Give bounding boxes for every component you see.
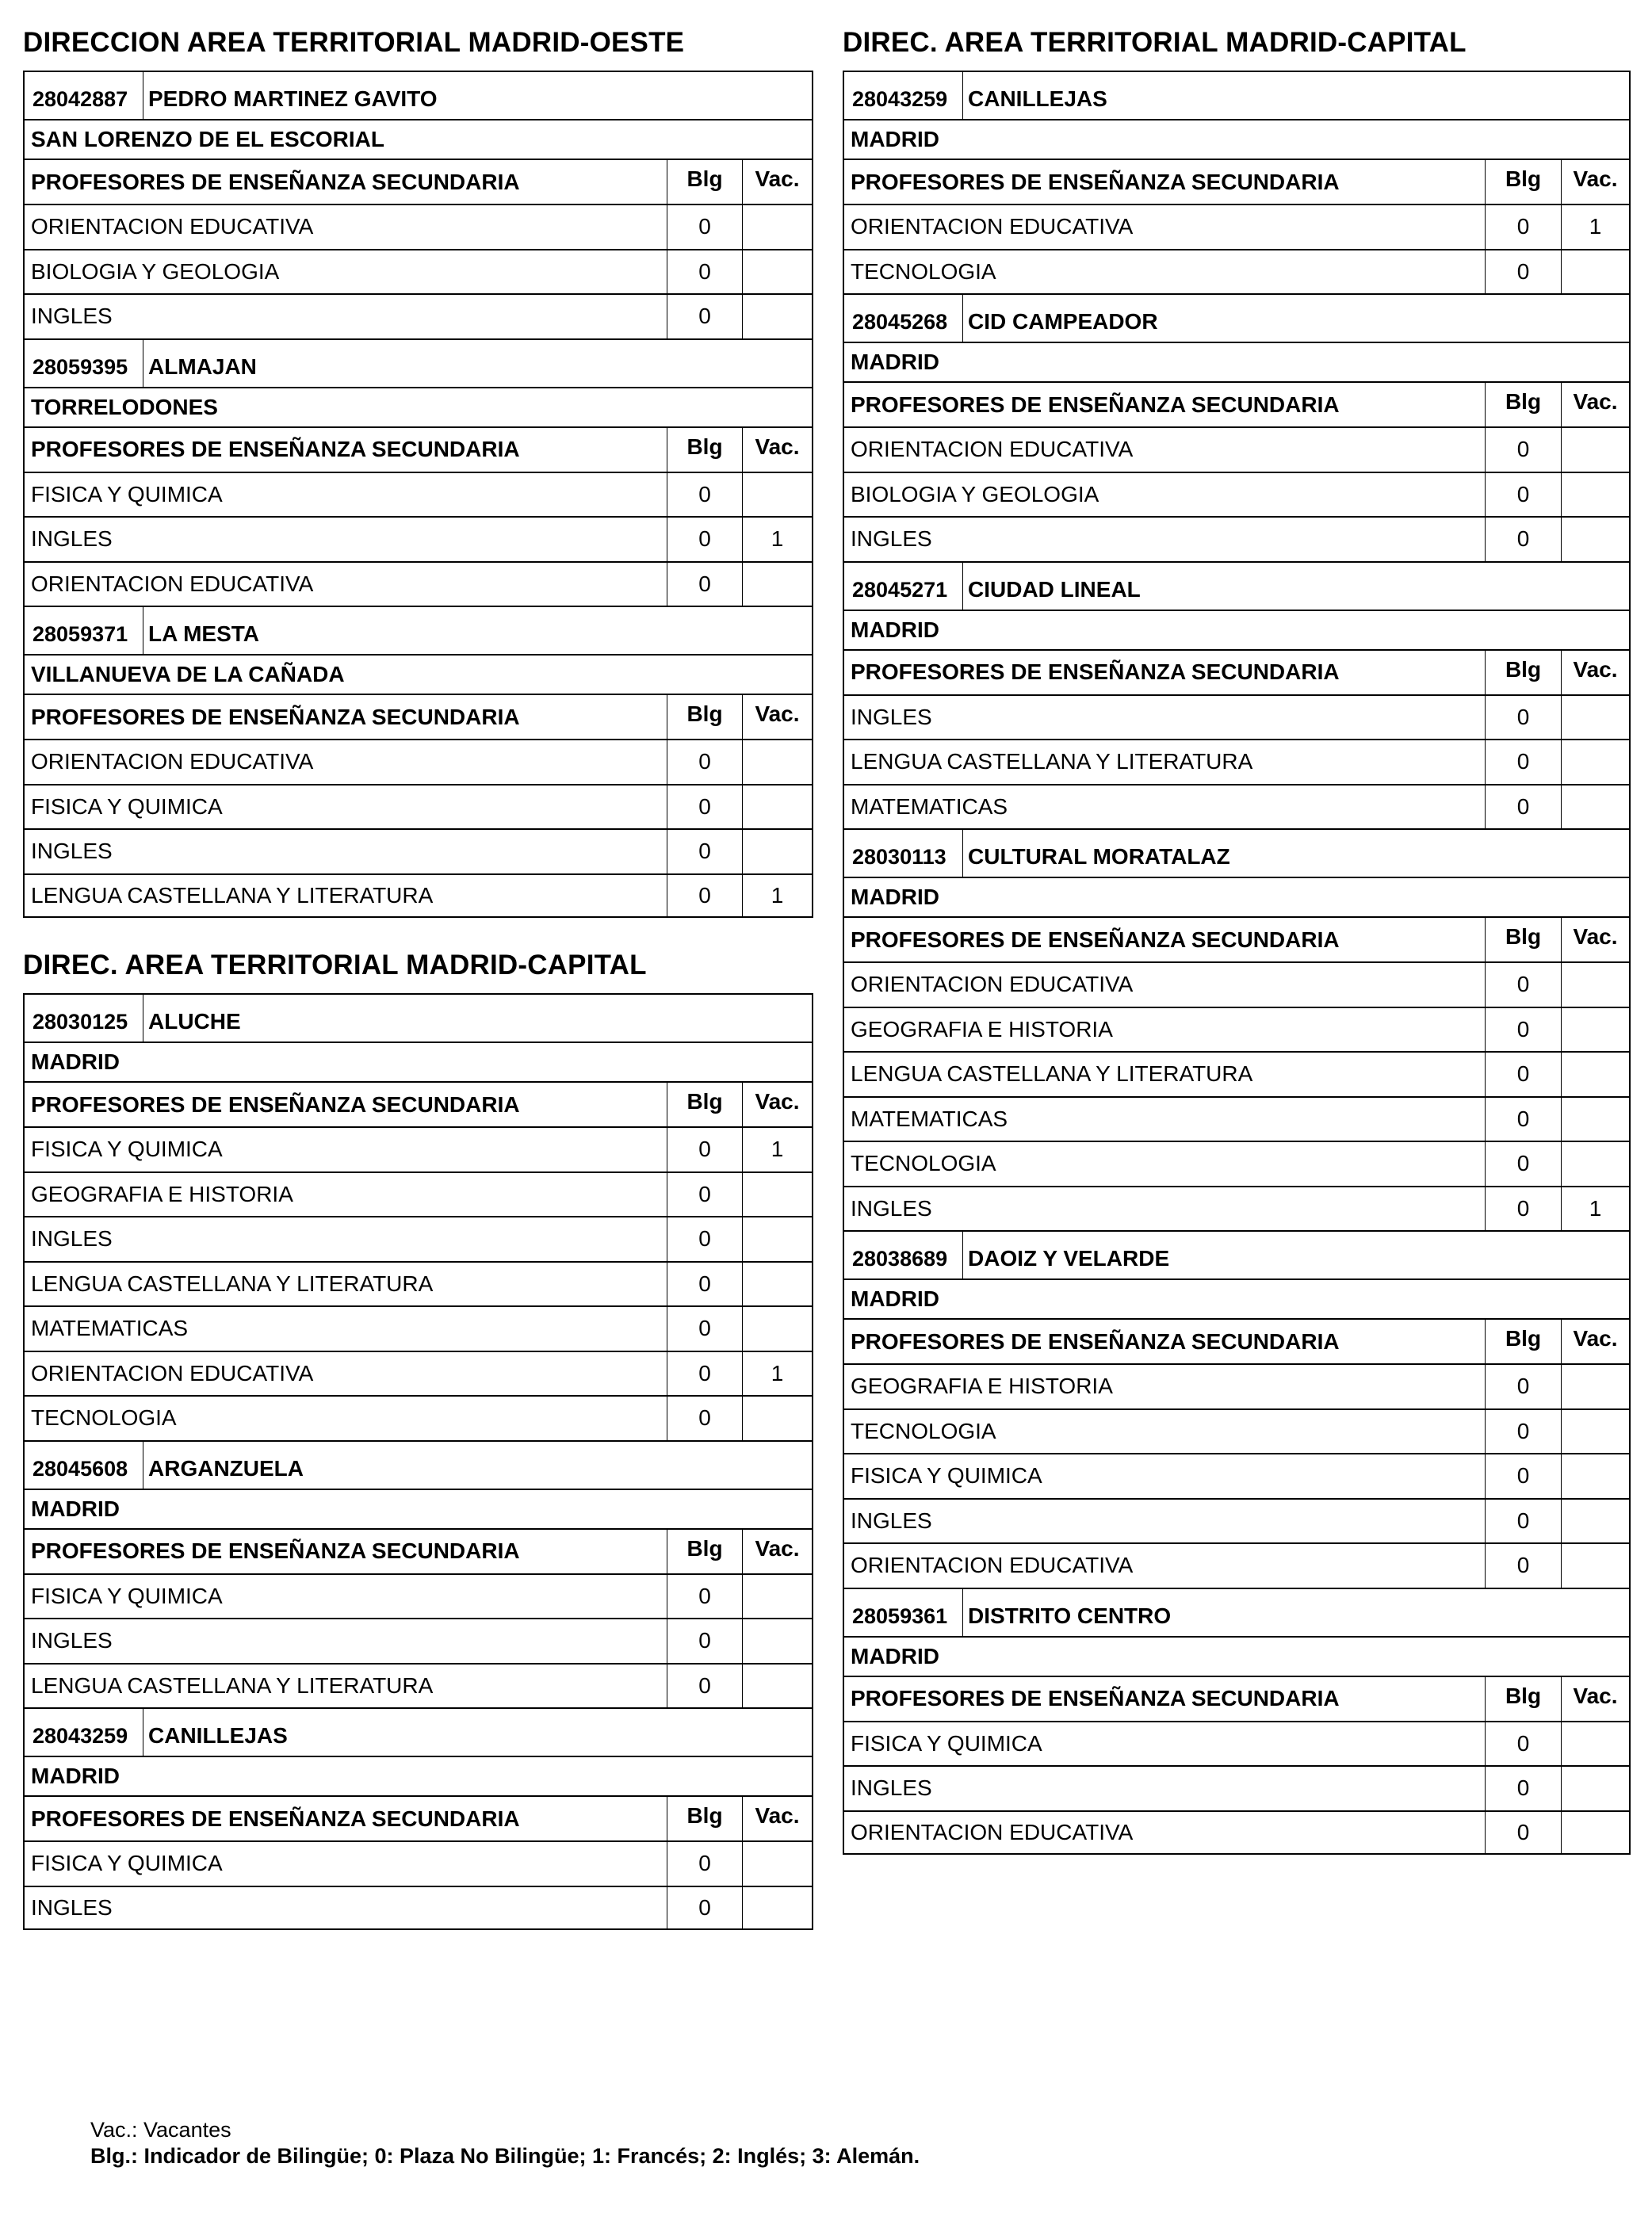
table-row (25, 784, 812, 829)
subject-cell: ORIENTACION EDUCATIVA (31, 571, 314, 596)
blg-cell: 0 (1485, 250, 1561, 294)
subject-cell: LENGUA CASTELLANA Y LITERATURA (31, 1672, 434, 1698)
vac-cell (1561, 1722, 1629, 1766)
center-code: 28045271 (844, 563, 963, 610)
blg-cell: 0 (667, 205, 742, 249)
header-vac: Vac. (742, 1530, 812, 1573)
table-row (844, 1765, 1629, 1810)
vacancy-table (23, 993, 813, 1930)
subject-cell: LENGUA CASTELLANA Y LITERATURA (851, 1061, 1253, 1087)
center-name: ALMAJAN (148, 354, 257, 379)
table-row (844, 1186, 1629, 1231)
table-header-row (844, 1318, 1629, 1363)
center-name: CID CAMPEADOR (968, 309, 1158, 334)
blg-cell: 0 (1485, 963, 1561, 1007)
subject-cell: ORIENTACION EDUCATIVA (851, 1819, 1134, 1844)
center-row (25, 1707, 812, 1756)
header-vac: Vac. (1561, 1320, 1629, 1363)
center-row (844, 71, 1629, 119)
center-row (25, 1440, 812, 1489)
table-row (844, 1810, 1629, 1856)
blg-cell: 0 (1485, 473, 1561, 517)
center-row (844, 561, 1629, 610)
center-row (844, 293, 1629, 342)
table-header-row (844, 916, 1629, 961)
table-header-row (844, 159, 1629, 204)
right-column (843, 25, 1631, 1855)
table-header-row (25, 1795, 812, 1840)
header-blg: Blg (667, 695, 742, 739)
subject-cell: TECNOLOGIA (851, 1418, 996, 1443)
table-row (25, 1126, 812, 1171)
vac-cell (1561, 1544, 1629, 1588)
blg-cell: 0 (667, 1575, 742, 1619)
vac-cell (1561, 1142, 1629, 1186)
header-cuerpo: PROFESORES DE ENSEÑANZA SECUNDARIA (31, 1806, 520, 1831)
table-row (844, 1542, 1629, 1588)
blg-cell: 0 (667, 875, 742, 917)
header-vac: Vac. (1561, 651, 1629, 694)
subject-cell: MATEMATICAS (851, 1106, 1008, 1131)
vac-cell (742, 473, 812, 517)
subject-cell: INGLES (851, 1508, 932, 1533)
center-city: TORRELODONES (25, 387, 812, 426)
blg-cell: 0 (1485, 1008, 1561, 1052)
table-row (25, 1305, 812, 1351)
table-header-row (25, 694, 812, 739)
section-title: DIREC. AREA TERRITORIAL MADRID-CAPITAL (23, 950, 647, 980)
blg-cell: 0 (667, 1887, 742, 1929)
blg-cell: 0 (667, 1307, 742, 1351)
table-row (25, 1395, 812, 1440)
subject-cell: ORIENTACION EDUCATIVA (851, 972, 1134, 997)
blg-cell: 0 (667, 1173, 742, 1217)
vac-cell (1561, 696, 1629, 740)
subject-cell: GEOGRAFIA E HISTORIA (31, 1181, 293, 1206)
legend-bilingue: Blg.: Indicador de Bilingüe; 0: Plaza No Bilingüe; 1: Francés; 2: Inglés; 3: Alemán. (90, 2144, 920, 2168)
header-vac: Vac. (742, 160, 812, 204)
table-row (844, 472, 1629, 517)
table-row (844, 784, 1629, 829)
subject-cell: FISICA Y QUIMICA (31, 1583, 223, 1608)
subject-cell: FISICA Y QUIMICA (31, 481, 223, 506)
center-city: MADRID (25, 1756, 812, 1795)
table-row (25, 1573, 812, 1619)
blg-cell: 0 (1485, 1142, 1561, 1186)
header-vac: Vac. (1561, 383, 1629, 426)
table-row (844, 1721, 1629, 1766)
vac-cell (1561, 473, 1629, 517)
vac-cell: 1 (742, 518, 812, 561)
subject-cell: TECNOLOGIA (851, 1151, 996, 1176)
center-code: 28059395 (25, 340, 143, 387)
center-row (25, 606, 812, 654)
vac-cell (1561, 1410, 1629, 1454)
vac-cell (742, 1665, 812, 1708)
subject-cell: TECNOLOGIA (31, 1405, 177, 1431)
table-row (25, 293, 812, 338)
blg-cell: 0 (667, 785, 742, 829)
header-vac: Vac. (742, 1083, 812, 1126)
vac-cell (742, 1842, 812, 1886)
blg-cell: 0 (1485, 1410, 1561, 1454)
table-header-row (25, 1528, 812, 1573)
blg-cell: 0 (667, 1665, 742, 1708)
table-row (25, 1216, 812, 1261)
center-city: MADRID (844, 610, 1629, 649)
table-row (25, 873, 812, 919)
vac-cell (742, 830, 812, 873)
blg-cell: 0 (667, 473, 742, 517)
legend (90, 2118, 920, 2169)
blg-cell: 0 (667, 1352, 742, 1396)
table-header-row (25, 426, 812, 472)
vac-cell (1561, 1098, 1629, 1141)
vac-cell (1561, 518, 1629, 561)
table-row (25, 1840, 812, 1886)
table-row (844, 1363, 1629, 1408)
vac-cell: 1 (1561, 205, 1629, 249)
subject-cell: ORIENTACION EDUCATIVA (851, 1553, 1134, 1578)
subject-cell: INGLES (851, 1195, 932, 1221)
vac-cell (742, 1173, 812, 1217)
table-row (844, 426, 1629, 472)
vac-cell (742, 205, 812, 249)
subject-cell: FISICA Y QUIMICA (31, 1851, 223, 1876)
subject-cell: MATEMATICAS (851, 793, 1008, 819)
center-city: MADRID (844, 1278, 1629, 1318)
subject-cell: LENGUA CASTELLANA Y LITERATURA (31, 1271, 434, 1296)
blg-cell: 0 (1485, 1767, 1561, 1810)
table-row (844, 694, 1629, 740)
table-row (25, 1663, 812, 1708)
center-city: SAN LORENZO DE EL ESCORIAL (25, 119, 812, 159)
table-row (844, 1051, 1629, 1096)
center-name: CIUDAD LINEAL (968, 576, 1141, 602)
vac-cell (1561, 1008, 1629, 1052)
vac-cell (742, 250, 812, 294)
vac-cell (742, 295, 812, 338)
blg-cell: 0 (1485, 1544, 1561, 1588)
blg-cell: 0 (667, 295, 742, 338)
header-vac: Vac. (1561, 160, 1629, 204)
blg-cell: 0 (1485, 1187, 1561, 1231)
table-row (844, 1453, 1629, 1498)
subject-cell: INGLES (31, 839, 113, 864)
vac-cell (742, 1887, 812, 1929)
center-code: 28042887 (25, 72, 143, 119)
blg-cell: 0 (667, 563, 742, 606)
center-row (844, 1230, 1629, 1278)
vac-cell (742, 1619, 812, 1663)
header-blg: Blg (667, 1797, 742, 1840)
vac-cell (742, 740, 812, 784)
blg-cell: 0 (667, 250, 742, 294)
header-vac: Vac. (742, 695, 812, 739)
table-row (25, 1171, 812, 1217)
header-cuerpo: PROFESORES DE ENSEÑANZA SECUNDARIA (31, 1091, 520, 1117)
vac-cell (742, 1575, 812, 1619)
blg-cell: 0 (1485, 518, 1561, 561)
header-cuerpo: PROFESORES DE ENSEÑANZA SECUNDARIA (31, 437, 520, 461)
vac-cell (742, 1217, 812, 1261)
subject-cell: ORIENTACION EDUCATIVA (851, 437, 1134, 462)
center-name: CANILLEJAS (968, 86, 1107, 111)
center-name: DAOIZ Y VELARDE (968, 1246, 1170, 1271)
table-row (25, 1351, 812, 1396)
center-code: 28045268 (844, 295, 963, 342)
blg-cell: 0 (667, 740, 742, 784)
table-row (844, 249, 1629, 294)
center-code: 28043259 (25, 1709, 143, 1756)
subject-cell: INGLES (31, 526, 113, 552)
blg-cell: 0 (667, 1619, 742, 1663)
center-code: 28030125 (25, 995, 143, 1042)
table-row (25, 739, 812, 784)
vac-cell (742, 563, 812, 606)
subject-cell: INGLES (851, 526, 932, 552)
header-vac: Vac. (1561, 1677, 1629, 1721)
section-spacer (23, 918, 813, 948)
vac-cell: 1 (742, 875, 812, 917)
center-name: ALUCHE (148, 1009, 241, 1034)
table-row (25, 249, 812, 294)
center-name: PEDRO MARTINEZ GAVITO (148, 86, 438, 111)
blg-cell: 0 (1485, 1722, 1561, 1766)
vac-cell (1561, 1454, 1629, 1498)
subject-cell: ORIENTACION EDUCATIVA (851, 214, 1134, 239)
center-code: 28059361 (844, 1589, 963, 1636)
vac-cell (742, 1263, 812, 1306)
center-name: LA MESTA (148, 621, 259, 646)
center-city: MADRID (25, 1042, 812, 1081)
table-header-row (844, 649, 1629, 694)
header-blg: Blg (1485, 918, 1561, 961)
vac-cell: 1 (742, 1128, 812, 1171)
header-blg: Blg (667, 1083, 742, 1126)
table-row (844, 1141, 1629, 1186)
table-row (844, 961, 1629, 1007)
section-title: DIRECCION AREA TERRITORIAL MADRID-OESTE (23, 27, 685, 58)
center-city: MADRID (25, 1489, 812, 1528)
subject-cell: TECNOLOGIA (851, 258, 996, 284)
vac-cell (1561, 250, 1629, 294)
blg-cell: 0 (1485, 785, 1561, 829)
blg-cell: 0 (667, 1263, 742, 1306)
subject-cell: INGLES (31, 1628, 113, 1653)
header-blg: Blg (1485, 383, 1561, 426)
subject-cell: INGLES (31, 304, 113, 329)
header-blg: Blg (667, 1530, 742, 1573)
subject-cell: FISICA Y QUIMICA (31, 793, 223, 819)
header-vac: Vac. (742, 428, 812, 472)
header-cuerpo: PROFESORES DE ENSEÑANZA SECUNDARIA (851, 659, 1340, 684)
subject-cell: FISICA Y QUIMICA (851, 1730, 1042, 1756)
blg-cell: 0 (1485, 1454, 1561, 1498)
vac-cell (1561, 428, 1629, 472)
blg-cell: 0 (1485, 740, 1561, 784)
center-code: 28043259 (844, 72, 963, 119)
center-city: VILLANUEVA DE LA CAÑADA (25, 654, 812, 694)
vac-cell (1561, 1500, 1629, 1543)
blg-cell: 0 (1485, 1500, 1561, 1543)
table-row (844, 739, 1629, 784)
header-cuerpo: PROFESORES DE ENSEÑANZA SECUNDARIA (851, 1686, 1340, 1710)
table-header-row (844, 381, 1629, 426)
center-name: CANILLEJAS (148, 1723, 288, 1748)
vac-cell (1561, 1767, 1629, 1810)
table-row (25, 1618, 812, 1663)
table-row (25, 472, 812, 517)
vac-cell (1561, 740, 1629, 784)
subject-cell: LENGUA CASTELLANA Y LITERATURA (31, 882, 434, 908)
center-code: 28045608 (25, 1442, 143, 1489)
center-city: MADRID (844, 877, 1629, 916)
vacancy-table (23, 71, 813, 918)
header-vac: Vac. (1561, 918, 1629, 961)
table-row (844, 204, 1629, 249)
blg-cell: 0 (1485, 1053, 1561, 1096)
blg-cell: 0 (667, 830, 742, 873)
center-row (25, 71, 812, 119)
subject-cell: FISICA Y QUIMICA (851, 1463, 1042, 1489)
header-cuerpo: PROFESORES DE ENSEÑANZA SECUNDARIA (851, 1328, 1340, 1354)
subject-cell: ORIENTACION EDUCATIVA (31, 1360, 314, 1386)
header-blg: Blg (667, 428, 742, 472)
legend-vacantes: Vac.: Vacantes (90, 2118, 231, 2142)
table-row (844, 1498, 1629, 1543)
header-blg: Blg (1485, 1320, 1561, 1363)
subject-cell: INGLES (31, 1894, 113, 1920)
subject-cell: INGLES (31, 1226, 113, 1252)
table-row (844, 1408, 1629, 1454)
table-row (844, 1096, 1629, 1141)
subject-cell: MATEMATICAS (31, 1316, 189, 1341)
center-row (25, 338, 812, 387)
subject-cell: INGLES (851, 1775, 932, 1801)
header-blg: Blg (667, 160, 742, 204)
blg-cell: 0 (667, 1397, 742, 1440)
table-row (844, 516, 1629, 561)
table-row (25, 516, 812, 561)
blg-cell: 0 (667, 518, 742, 561)
header-cuerpo: PROFESORES DE ENSEÑANZA SECUNDARIA (851, 169, 1340, 194)
vac-cell (1561, 785, 1629, 829)
center-name: CULTURAL MORATALAZ (968, 844, 1230, 869)
table-header-row (25, 1081, 812, 1126)
vac-cell (742, 785, 812, 829)
center-row (844, 1588, 1629, 1636)
subject-cell: GEOGRAFIA E HISTORIA (851, 1374, 1113, 1399)
center-name: ARGANZUELA (148, 1455, 304, 1481)
center-code: 28030113 (844, 830, 963, 877)
header-cuerpo: PROFESORES DE ENSEÑANZA SECUNDARIA (31, 1538, 520, 1563)
table-header-row (844, 1676, 1629, 1721)
blg-cell: 0 (1485, 1098, 1561, 1141)
header-cuerpo: PROFESORES DE ENSEÑANZA SECUNDARIA (851, 927, 1340, 952)
header-cuerpo: PROFESORES DE ENSEÑANZA SECUNDARIA (31, 169, 520, 194)
vac-cell: 1 (1561, 1187, 1629, 1231)
center-city: MADRID (844, 342, 1629, 381)
subject-cell: BIOLOGIA Y GEOLOGIA (851, 481, 1099, 506)
center-code: 28059371 (25, 607, 143, 654)
vac-cell (742, 1307, 812, 1351)
vac-cell (1561, 1365, 1629, 1408)
center-city: MADRID (844, 1636, 1629, 1676)
subject-cell: ORIENTACION EDUCATIVA (31, 214, 314, 239)
blg-cell: 0 (1485, 1812, 1561, 1854)
left-column (23, 25, 813, 1930)
vac-cell (1561, 1812, 1629, 1854)
table-header-row (25, 159, 812, 204)
blg-cell: 0 (1485, 428, 1561, 472)
subject-cell: GEOGRAFIA E HISTORIA (851, 1016, 1113, 1042)
blg-cell: 0 (1485, 1365, 1561, 1408)
table-row (844, 1007, 1629, 1052)
header-cuerpo: PROFESORES DE ENSEÑANZA SECUNDARIA (31, 704, 520, 729)
center-code: 28038689 (844, 1232, 963, 1278)
vac-cell (742, 1397, 812, 1440)
blg-cell: 0 (667, 1217, 742, 1261)
vac-cell (1561, 963, 1629, 1007)
table-row (25, 204, 812, 249)
table-row (25, 561, 812, 606)
blg-cell: 0 (1485, 205, 1561, 249)
center-row (25, 993, 812, 1042)
header-vac: Vac. (742, 1797, 812, 1840)
header-cuerpo: PROFESORES DE ENSEÑANZA SECUNDARIA (851, 392, 1340, 417)
blg-cell: 0 (1485, 696, 1561, 740)
center-city: MADRID (844, 119, 1629, 159)
blg-cell: 0 (667, 1842, 742, 1886)
vacancy-table (843, 71, 1631, 1855)
subject-cell: LENGUA CASTELLANA Y LITERATURA (851, 749, 1253, 774)
header-blg: Blg (1485, 1677, 1561, 1721)
subject-cell: ORIENTACION EDUCATIVA (31, 749, 314, 774)
center-row (844, 828, 1629, 877)
table-row (25, 1886, 812, 1931)
subject-cell: INGLES (851, 704, 932, 729)
table-row (25, 828, 812, 873)
section-title: DIREC. AREA TERRITORIAL MADRID-CAPITAL (843, 27, 1467, 58)
vac-cell: 1 (742, 1352, 812, 1396)
blg-cell: 0 (667, 1128, 742, 1171)
subject-cell: FISICA Y QUIMICA (31, 1137, 223, 1162)
center-name: DISTRITO CENTRO (968, 1603, 1172, 1628)
table-row (25, 1261, 812, 1306)
vac-cell (1561, 1053, 1629, 1096)
subject-cell: BIOLOGIA Y GEOLOGIA (31, 258, 280, 284)
header-blg: Blg (1485, 160, 1561, 204)
header-blg: Blg (1485, 651, 1561, 694)
